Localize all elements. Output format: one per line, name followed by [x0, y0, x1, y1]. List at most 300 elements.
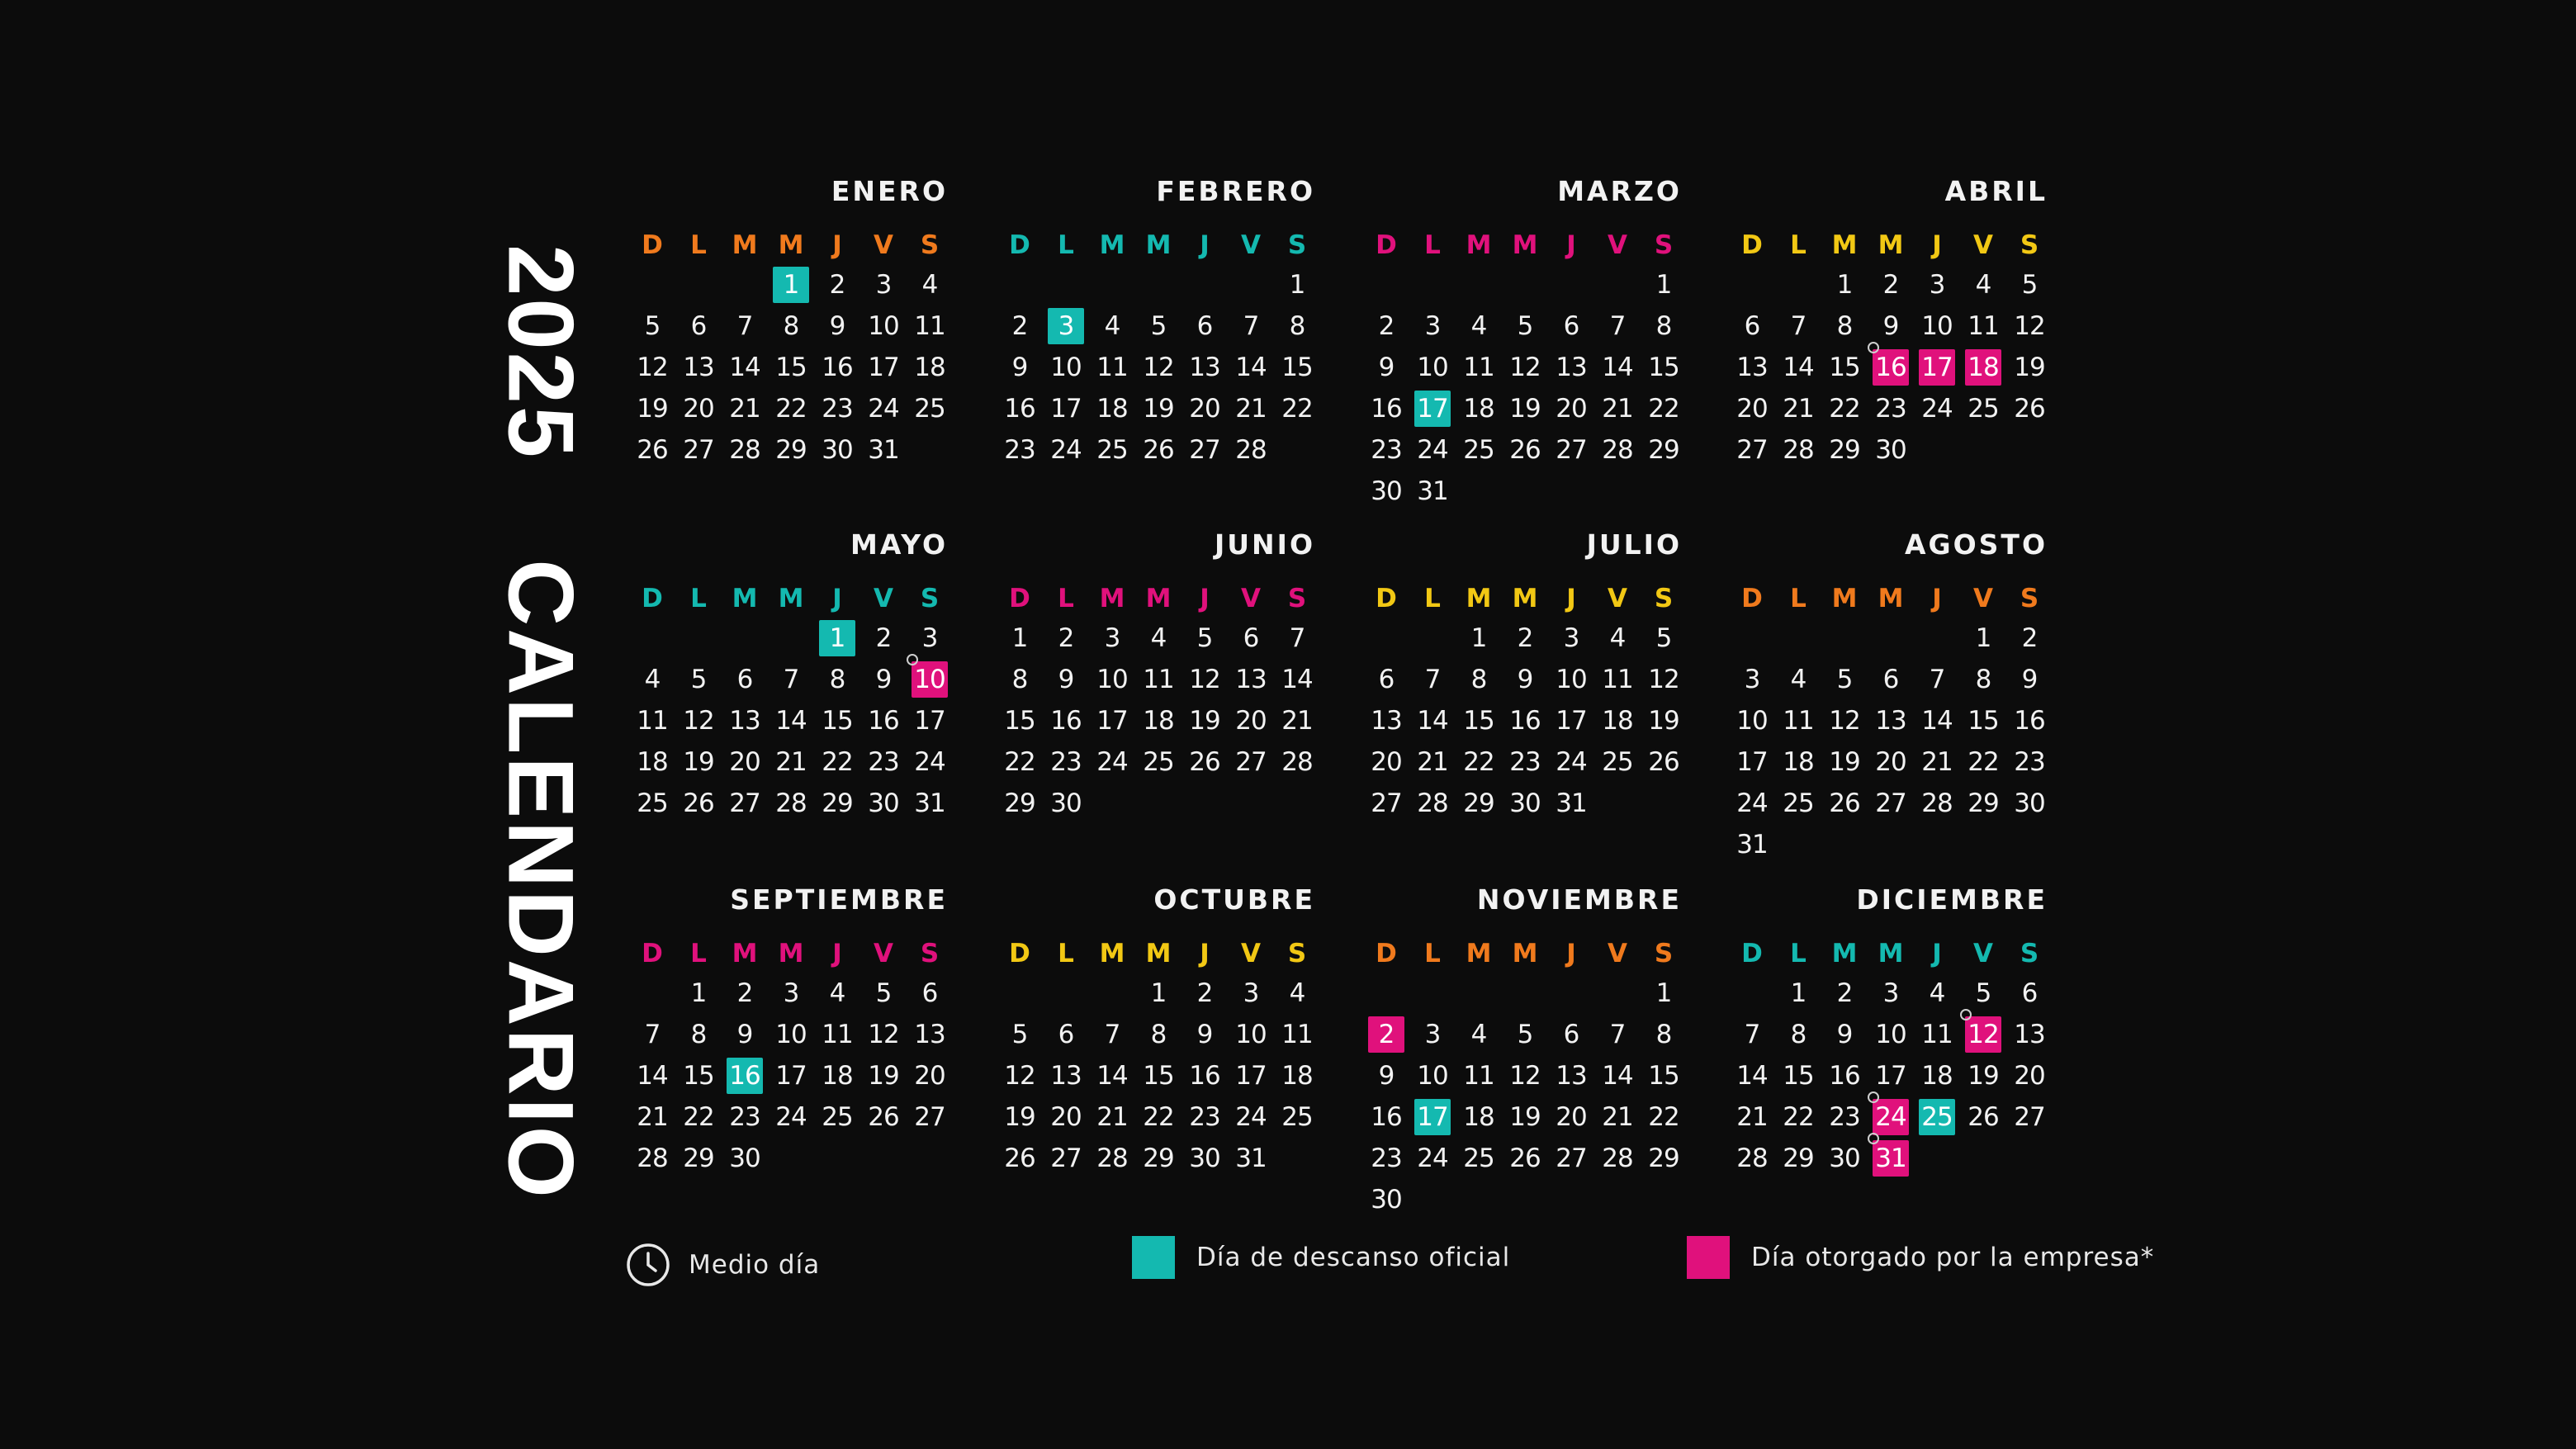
day-number: 16 — [1371, 394, 1402, 424]
empty-cell — [1409, 264, 1456, 305]
day-number: 2 — [1517, 623, 1533, 653]
day-cell — [675, 1138, 722, 1179]
day-grid — [1729, 935, 2053, 1179]
day-number: 30 — [1829, 1144, 1860, 1173]
month-name: NOVIEMBRE — [1476, 883, 1682, 916]
day-cell — [1181, 1138, 1228, 1179]
day-cell — [1641, 741, 1687, 783]
day-cell — [1641, 1138, 1687, 1179]
day-cell — [814, 347, 860, 388]
day-cell — [1641, 973, 1687, 1014]
day-cell — [814, 264, 860, 305]
day-number: 11 — [1096, 353, 1128, 382]
day-cell — [1274, 347, 1320, 388]
day-cell — [1960, 618, 2006, 659]
day-number: 6 — [736, 665, 753, 694]
day-number: 9 — [1378, 353, 1395, 382]
day-cell — [907, 618, 953, 659]
day-cell — [675, 1055, 722, 1096]
day-number: 10 — [1921, 311, 1953, 341]
day-number: 26 — [1143, 435, 1174, 465]
day-number: 26 — [683, 788, 714, 818]
day-cell — [629, 659, 675, 700]
day-cell — [907, 305, 953, 347]
day-cell — [1363, 741, 1409, 783]
day-cell — [768, 973, 814, 1014]
day-number: 8 — [829, 665, 845, 694]
weekday-header: J — [832, 939, 842, 968]
day-number: 4 — [1609, 623, 1626, 653]
day-number: 26 — [1648, 747, 1679, 777]
day-cell-official-holiday — [1914, 1096, 1960, 1138]
day-cell-company-day — [1868, 347, 1914, 388]
day-cell — [1181, 305, 1228, 347]
day-number: 23 — [1004, 435, 1035, 465]
month-name: OCTUBRE — [1153, 883, 1315, 916]
weekday-header: V — [1241, 939, 1261, 968]
weekday-header: V — [1973, 230, 1993, 260]
day-cell — [907, 700, 953, 741]
day-number: 17 — [1736, 747, 1768, 777]
day-cell — [768, 659, 814, 700]
day-cell — [997, 1096, 1043, 1138]
day-number: 25 — [1602, 747, 1633, 777]
day-cell — [1456, 1014, 1502, 1055]
day-number: 3 — [1243, 978, 1259, 1008]
day-cell — [860, 1055, 907, 1096]
day-cell — [1228, 973, 1274, 1014]
day-cell — [860, 741, 907, 783]
weekday-header: M — [778, 230, 804, 260]
day-cell — [907, 347, 953, 388]
day-cell — [1821, 783, 1868, 824]
day-cell — [1043, 783, 1089, 824]
day-cell — [1641, 659, 1687, 700]
day-number: 3 — [1744, 665, 1760, 694]
day-number: 2 — [829, 270, 845, 300]
day-number: 5 — [1517, 311, 1533, 341]
weekday-header: D — [1376, 230, 1397, 260]
day-cell — [997, 347, 1043, 388]
day-cell — [722, 783, 768, 824]
day-number: 28 — [1736, 1144, 1768, 1173]
day-cell — [997, 659, 1043, 700]
day-number: 13 — [2014, 1020, 2045, 1049]
day-number: 1 — [1289, 270, 1305, 300]
weekday-header: M — [1099, 584, 1125, 613]
day-number: 20 — [1371, 747, 1402, 777]
day-number: 30 — [822, 435, 853, 465]
day-number: 24 — [868, 394, 899, 424]
day-number: 27 — [1556, 1144, 1587, 1173]
day-number: 24 — [1873, 1099, 1909, 1135]
day-cell — [860, 347, 907, 388]
day-cell — [2006, 973, 2053, 1014]
day-number: 11 — [914, 311, 945, 341]
day-number: 10 — [1417, 353, 1448, 382]
day-cell — [1775, 700, 1821, 741]
day-cell — [997, 618, 1043, 659]
day-number: 25 — [1919, 1099, 1955, 1135]
day-grid — [629, 226, 953, 471]
day-cell — [768, 1055, 814, 1096]
day-number: 21 — [1096, 1102, 1128, 1132]
day-cell — [814, 1014, 860, 1055]
day-cell — [1914, 659, 1960, 700]
day-number: 13 — [1556, 1061, 1587, 1091]
day-cell — [722, 347, 768, 388]
day-cell — [1181, 429, 1228, 471]
day-cell — [768, 741, 814, 783]
day-cell — [1228, 1014, 1274, 1055]
day-number: 7 — [1243, 311, 1259, 341]
day-cell — [1502, 347, 1548, 388]
day-number: 13 — [1371, 706, 1402, 736]
day-number: 13 — [1556, 353, 1587, 382]
day-number: 4 — [644, 665, 661, 694]
weekday-header: M — [1466, 584, 1492, 613]
clock-icon — [626, 1243, 670, 1287]
day-number: 19 — [1829, 747, 1860, 777]
day-number: 31 — [1417, 476, 1448, 506]
day-cell — [1641, 618, 1687, 659]
empty-cell — [1914, 618, 1960, 659]
day-cell — [1775, 659, 1821, 700]
weekday-header: D — [642, 584, 663, 613]
day-number: 30 — [1509, 788, 1541, 818]
empty-cell — [1594, 264, 1641, 305]
day-cell — [1548, 429, 1594, 471]
day-cell — [1274, 388, 1320, 429]
day-cell — [1409, 347, 1456, 388]
day-cell — [675, 429, 722, 471]
day-number: 9 — [1011, 353, 1028, 382]
weekday-header: J — [832, 230, 842, 260]
day-cell — [860, 429, 907, 471]
empty-cell — [1228, 264, 1274, 305]
day-number: 2 — [1196, 978, 1213, 1008]
day-cell-official-holiday — [768, 264, 814, 305]
day-number: 21 — [729, 394, 760, 424]
day-number: 25 — [1783, 788, 1814, 818]
empty-cell — [1775, 264, 1821, 305]
weekday-header: V — [1973, 939, 1993, 968]
day-cell — [1868, 264, 1914, 305]
day-cell — [1502, 1055, 1548, 1096]
month-name: FEBRERO — [1156, 175, 1315, 207]
day-number: 8 — [1975, 665, 1991, 694]
day-number: 23 — [868, 747, 899, 777]
day-cell — [1089, 659, 1135, 700]
weekday-header: D — [642, 230, 663, 260]
weekday-header: V — [1973, 584, 1993, 613]
day-cell — [1228, 347, 1274, 388]
weekday-header: J — [1932, 584, 1942, 613]
day-cell — [1594, 1096, 1641, 1138]
month-febrero — [997, 173, 1320, 471]
day-grid — [629, 580, 953, 824]
weekday-header: V — [874, 584, 893, 613]
day-cell — [1914, 388, 1960, 429]
day-cell-company-day — [1960, 347, 2006, 388]
day-number: 4 — [1790, 665, 1807, 694]
day-number: 7 — [783, 665, 799, 694]
empty-cell — [675, 618, 722, 659]
legend-official-label: Día de descanso oficial — [1196, 1243, 1511, 1272]
day-cell — [997, 783, 1043, 824]
day-cell — [1775, 1055, 1821, 1096]
day-number: 5 — [1836, 665, 1853, 694]
day-cell — [1089, 429, 1135, 471]
empty-cell — [997, 264, 1043, 305]
empty-cell — [1135, 264, 1181, 305]
day-cell — [907, 973, 953, 1014]
day-number: 7 — [644, 1020, 661, 1049]
day-cell — [1043, 1014, 1089, 1055]
day-number: 9 — [829, 311, 845, 341]
day-cell — [1135, 1138, 1181, 1179]
day-cell — [1960, 264, 2006, 305]
day-number: 24 — [914, 747, 945, 777]
day-cell — [1641, 1055, 1687, 1096]
day-number: 31 — [1556, 788, 1587, 818]
day-number: 18 — [1965, 349, 2001, 386]
day-number: 29 — [1648, 435, 1679, 465]
day-cell — [722, 1096, 768, 1138]
day-cell — [860, 388, 907, 429]
day-cell — [1729, 1014, 1775, 1055]
day-cell — [2006, 1096, 2053, 1138]
empty-cell — [1775, 618, 1821, 659]
weekday-header: J — [1566, 230, 1576, 260]
weekday-header: V — [1241, 584, 1261, 613]
day-number: 6 — [1058, 1020, 1074, 1049]
day-cell — [907, 1014, 953, 1055]
day-number: 6 — [2021, 978, 2038, 1008]
day-cell — [1960, 305, 2006, 347]
day-number: 21 — [775, 747, 807, 777]
month-marzo — [1363, 173, 1687, 512]
day-cell — [1363, 783, 1409, 824]
day-number: 18 — [1921, 1061, 1953, 1091]
day-number: 22 — [775, 394, 807, 424]
day-cell — [768, 388, 814, 429]
day-number: 19 — [683, 747, 714, 777]
day-cell-official-holiday — [1409, 388, 1456, 429]
day-number: 18 — [914, 353, 945, 382]
day-cell — [768, 700, 814, 741]
day-number: 21 — [1417, 747, 1448, 777]
day-number: 14 — [1235, 353, 1267, 382]
day-cell — [1729, 347, 1775, 388]
day-number: 3 — [1424, 311, 1441, 341]
day-cell — [1502, 1014, 1548, 1055]
empty-cell — [1548, 264, 1594, 305]
day-cell — [1456, 347, 1502, 388]
day-number: 25 — [1463, 435, 1494, 465]
day-cell — [1775, 1014, 1821, 1055]
day-number: 15 — [1648, 1061, 1679, 1091]
day-number: 20 — [914, 1061, 945, 1091]
day-cell — [814, 700, 860, 741]
day-number: 24 — [1096, 747, 1128, 777]
day-number: 25 — [1463, 1144, 1494, 1173]
day-cell — [1914, 1055, 1960, 1096]
day-cell — [1775, 741, 1821, 783]
day-number: 22 — [1968, 747, 1999, 777]
day-number: 10 — [868, 311, 899, 341]
day-number: 16 — [822, 353, 853, 382]
day-number: 22 — [1783, 1102, 1814, 1132]
month-junio — [997, 527, 1320, 824]
day-cell — [1135, 429, 1181, 471]
day-grid — [1729, 580, 2053, 865]
day-cell — [907, 783, 953, 824]
day-cell — [1089, 700, 1135, 741]
day-cell — [1502, 741, 1548, 783]
day-cell — [1502, 783, 1548, 824]
day-grid — [997, 935, 1320, 1179]
day-number: 27 — [914, 1102, 945, 1132]
day-cell — [1363, 659, 1409, 700]
day-number: 4 — [829, 978, 845, 1008]
day-number: 7 — [1929, 665, 1945, 694]
weekday-header: L — [1790, 230, 1807, 260]
day-cell — [1228, 388, 1274, 429]
day-number: 6 — [921, 978, 938, 1008]
weekday-header: V — [874, 230, 893, 260]
day-number: 5 — [644, 311, 661, 341]
day-cell — [1548, 388, 1594, 429]
calendar-title — [488, 244, 594, 1200]
empty-cell — [1089, 973, 1135, 1014]
day-number: 6 — [1196, 311, 1213, 341]
day-number: 28 — [637, 1144, 668, 1173]
day-cell — [629, 741, 675, 783]
day-number: 27 — [1235, 747, 1267, 777]
day-number: 24 — [775, 1102, 807, 1132]
day-cell — [1821, 1138, 1868, 1179]
day-cell — [860, 659, 907, 700]
day-cell — [629, 429, 675, 471]
weekday-header: L — [1058, 230, 1074, 260]
weekday-header: D — [642, 939, 663, 968]
weekday-header: M — [1099, 939, 1125, 968]
legend-pink-swatch — [1687, 1236, 1730, 1279]
day-number: 10 — [1417, 1061, 1448, 1091]
weekday-header: J — [1932, 939, 1942, 968]
weekday-header: M — [1466, 230, 1492, 260]
day-number: 29 — [1463, 788, 1494, 818]
day-number: 8 — [1790, 1020, 1807, 1049]
day-cell — [1135, 659, 1181, 700]
day-cell — [675, 305, 722, 347]
day-number: 3 — [1424, 1020, 1441, 1049]
empty-cell — [1729, 264, 1775, 305]
empty-cell — [1502, 264, 1548, 305]
day-number: 13 — [1736, 353, 1768, 382]
day-number: 10 — [1875, 1020, 1906, 1049]
day-cell — [1274, 700, 1320, 741]
weekday-header: M — [732, 939, 758, 968]
day-cell — [814, 1055, 860, 1096]
day-number: 21 — [1783, 394, 1814, 424]
day-cell — [1089, 1055, 1135, 1096]
day-cell — [1775, 973, 1821, 1014]
day-number: 15 — [1783, 1061, 1814, 1091]
day-number: 3 — [1882, 978, 1899, 1008]
day-number: 14 — [1417, 706, 1448, 736]
day-cell — [1135, 973, 1181, 1014]
day-cell — [675, 659, 722, 700]
day-cell — [768, 305, 814, 347]
day-cell — [1409, 700, 1456, 741]
day-cell — [860, 305, 907, 347]
day-cell — [1181, 618, 1228, 659]
empty-cell — [1363, 618, 1409, 659]
day-number: 25 — [914, 394, 945, 424]
day-number: 11 — [637, 706, 668, 736]
day-cell — [2006, 659, 2053, 700]
day-number: 2 — [875, 623, 892, 653]
month-name: MARZO — [1557, 175, 1682, 207]
day-number: 28 — [1235, 435, 1267, 465]
day-number: 18 — [1602, 706, 1633, 736]
day-cell — [629, 1055, 675, 1096]
day-cell — [1363, 429, 1409, 471]
day-number: 29 — [1783, 1144, 1814, 1173]
day-cell — [1594, 741, 1641, 783]
day-number: 27 — [1736, 435, 1768, 465]
day-number: 10 — [1096, 665, 1128, 694]
day-number: 18 — [1096, 394, 1128, 424]
day-number: 6 — [1882, 665, 1899, 694]
day-number: 6 — [1243, 623, 1259, 653]
day-number: 19 — [1509, 1102, 1541, 1132]
day-cell — [814, 659, 860, 700]
day-number: 22 — [822, 747, 853, 777]
day-number: 19 — [1143, 394, 1174, 424]
day-number: 11 — [1602, 665, 1633, 694]
day-number: 15 — [1143, 1061, 1174, 1091]
day-cell — [997, 1138, 1043, 1179]
month-name: AGOSTO — [1904, 528, 2048, 561]
day-number: 8 — [1470, 665, 1487, 694]
day-number: 31 — [914, 788, 945, 818]
day-number: 20 — [2014, 1061, 2045, 1091]
day-number: 12 — [1004, 1061, 1035, 1091]
weekday-header: M — [1512, 584, 1538, 613]
weekday-header: S — [920, 230, 940, 260]
day-cell — [1181, 347, 1228, 388]
day-cell — [1729, 659, 1775, 700]
day-cell — [1729, 388, 1775, 429]
weekday-header: V — [1608, 230, 1627, 260]
day-cell — [675, 1096, 722, 1138]
day-number: 12 — [637, 353, 668, 382]
weekday-header: D — [1741, 584, 1763, 613]
day-number: 30 — [1189, 1144, 1220, 1173]
day-cell — [722, 1014, 768, 1055]
day-cell — [675, 973, 722, 1014]
day-number: 20 — [1189, 394, 1220, 424]
day-number: 20 — [1050, 1102, 1082, 1132]
weekday-header: S — [1654, 584, 1674, 613]
day-number: 23 — [1371, 1144, 1402, 1173]
day-cell — [1775, 388, 1821, 429]
day-cell-official-holiday — [722, 1055, 768, 1096]
day-cell — [1043, 388, 1089, 429]
